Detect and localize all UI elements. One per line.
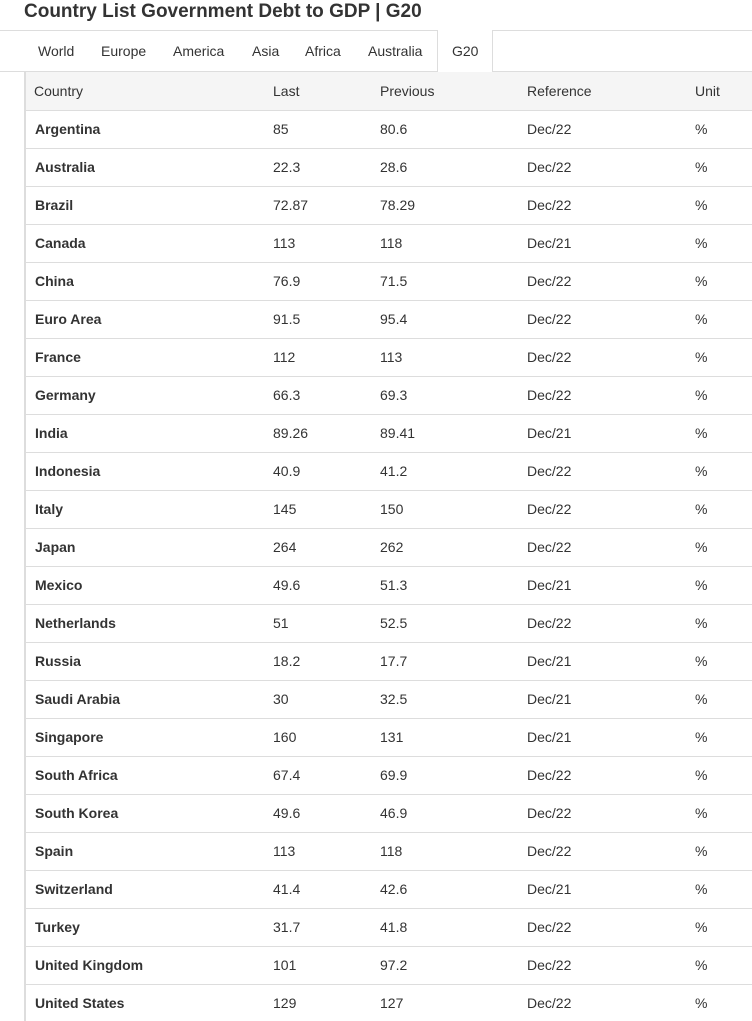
previous-cell: 69.9: [372, 756, 519, 794]
reference-cell: Dec/22: [519, 186, 687, 224]
tab-world[interactable]: World: [38, 43, 75, 59]
table-row: [26, 946, 752, 984]
last-cell: 264: [265, 528, 372, 566]
last-cell: 40.9: [265, 452, 372, 490]
unit-cell: %: [687, 794, 752, 832]
previous-cell: 262: [372, 528, 519, 566]
country-cell[interactable]: China: [26, 262, 265, 300]
unit-cell: %: [687, 642, 752, 680]
reference-cell: Dec/22: [519, 908, 687, 946]
table-row: [26, 794, 752, 832]
reference-cell: Dec/22: [519, 528, 687, 566]
last-cell: 76.9: [265, 262, 372, 300]
last-cell: 145: [265, 490, 372, 528]
table-row: [26, 604, 752, 642]
tab-g20[interactable]: G20: [437, 30, 493, 73]
table-row: [26, 414, 752, 452]
table-row: [26, 832, 752, 870]
unit-cell: %: [687, 414, 752, 452]
last-cell: 41.4: [265, 870, 372, 908]
country-cell[interactable]: South Korea: [26, 794, 265, 832]
country-cell[interactable]: Italy: [26, 490, 265, 528]
previous-cell: 78.29: [372, 186, 519, 224]
column-header-reference[interactable]: Reference: [519, 72, 687, 110]
country-cell[interactable]: Netherlands: [26, 604, 265, 642]
unit-cell: %: [687, 870, 752, 908]
unit-cell: %: [687, 262, 752, 300]
country-cell[interactable]: South Africa: [26, 756, 265, 794]
last-cell: 89.26: [265, 414, 372, 452]
reference-cell: Dec/22: [519, 338, 687, 376]
previous-cell: 28.6: [372, 148, 519, 186]
tab-asia[interactable]: Asia: [252, 43, 280, 59]
last-cell: 49.6: [265, 794, 372, 832]
previous-cell: 42.6: [372, 870, 519, 908]
unit-cell: %: [687, 224, 752, 262]
unit-cell: %: [687, 376, 752, 414]
unit-cell: %: [687, 452, 752, 490]
last-cell: 31.7: [265, 908, 372, 946]
unit-cell: %: [687, 908, 752, 946]
last-cell: 49.6: [265, 566, 372, 604]
last-cell: 66.3: [265, 376, 372, 414]
previous-cell: 69.3: [372, 376, 519, 414]
table-row: [26, 528, 752, 566]
table-header-row: [26, 72, 752, 110]
table-row: [26, 338, 752, 376]
reference-cell: Dec/22: [519, 604, 687, 642]
country-cell[interactable]: Mexico: [26, 566, 265, 604]
previous-cell: 118: [372, 832, 519, 870]
table-row: [26, 566, 752, 604]
reference-cell: Dec/21: [519, 718, 687, 756]
country-cell[interactable]: Indonesia: [26, 452, 265, 490]
tab-europe[interactable]: Europe: [101, 43, 147, 59]
reference-cell: Dec/21: [519, 224, 687, 262]
reference-cell: Dec/21: [519, 642, 687, 680]
reference-cell: Dec/21: [519, 870, 687, 908]
table-row: [26, 756, 752, 794]
last-cell: 91.5: [265, 300, 372, 338]
page-title: Country List Government Debt to GDP | G20: [24, 1, 422, 22]
last-cell: 113: [265, 832, 372, 870]
last-cell: 85: [265, 110, 372, 148]
column-header-unit[interactable]: Unit: [687, 72, 752, 110]
reference-cell: Dec/22: [519, 832, 687, 870]
last-cell: 51: [265, 604, 372, 642]
previous-cell: 150: [372, 490, 519, 528]
reference-cell: Dec/22: [519, 946, 687, 984]
previous-cell: 95.4: [372, 300, 519, 338]
unit-cell: %: [687, 680, 752, 718]
table-row: [26, 870, 752, 908]
table-row: [26, 490, 752, 528]
reference-cell: Dec/22: [519, 756, 687, 794]
unit-cell: %: [687, 148, 752, 186]
previous-cell: 80.6: [372, 110, 519, 148]
unit-cell: %: [687, 604, 752, 642]
last-cell: 30: [265, 680, 372, 718]
table-row: [26, 148, 752, 186]
column-header-previous[interactable]: Previous: [372, 72, 519, 110]
unit-cell: %: [687, 566, 752, 604]
table-row: [26, 262, 752, 300]
table-row: [26, 110, 752, 148]
reference-cell: Dec/22: [519, 984, 687, 1021]
last-cell: 18.2: [265, 642, 372, 680]
previous-cell: 52.5: [372, 604, 519, 642]
previous-cell: 127: [372, 984, 519, 1021]
reference-cell: Dec/22: [519, 110, 687, 148]
table-row: [26, 718, 752, 756]
country-cell[interactable]: Switzerland: [26, 870, 265, 908]
country-table: [26, 72, 752, 1021]
country-cell[interactable]: Canada: [26, 224, 265, 262]
unit-cell: %: [687, 186, 752, 224]
reference-cell: Dec/22: [519, 300, 687, 338]
last-cell: 101: [265, 946, 372, 984]
region-tabs: [0, 30, 752, 72]
reference-cell: Dec/21: [519, 414, 687, 452]
table-row: [26, 224, 752, 262]
column-header-country[interactable]: Country: [26, 72, 265, 110]
table-row: [26, 452, 752, 490]
last-cell: 112: [265, 338, 372, 376]
previous-cell: 46.9: [372, 794, 519, 832]
previous-cell: 89.41: [372, 414, 519, 452]
previous-cell: 97.2: [372, 946, 519, 984]
country-cell[interactable]: Turkey: [26, 908, 265, 946]
last-cell: 129: [265, 984, 372, 1021]
unit-cell: %: [687, 528, 752, 566]
unit-cell: %: [687, 338, 752, 376]
unit-cell: %: [687, 756, 752, 794]
reference-cell: Dec/22: [519, 452, 687, 490]
country-cell[interactable]: Brazil: [26, 186, 265, 224]
reference-cell: Dec/22: [519, 490, 687, 528]
country-cell[interactable]: Singapore: [26, 718, 265, 756]
country-cell[interactable]: United States: [26, 984, 265, 1021]
previous-cell: 17.7: [372, 642, 519, 680]
table-row: [26, 300, 752, 338]
table-row: [26, 376, 752, 414]
country-cell[interactable]: Japan: [26, 528, 265, 566]
previous-cell: 32.5: [372, 680, 519, 718]
reference-cell: Dec/21: [519, 566, 687, 604]
previous-cell: 41.2: [372, 452, 519, 490]
unit-cell: %: [687, 490, 752, 528]
country-cell[interactable]: Argentina: [26, 110, 265, 148]
country-table-container: [24, 72, 752, 1021]
country-cell[interactable]: United Kingdom: [26, 946, 265, 984]
column-header-last[interactable]: Last: [265, 72, 372, 110]
country-cell[interactable]: Saudi Arabia: [26, 680, 265, 718]
country-cell[interactable]: Euro Area: [26, 300, 265, 338]
last-cell: 72.87: [265, 186, 372, 224]
last-cell: 22.3: [265, 148, 372, 186]
reference-cell: Dec/22: [519, 148, 687, 186]
previous-cell: 51.3: [372, 566, 519, 604]
country-cell[interactable]: Australia: [26, 148, 265, 186]
unit-cell: %: [687, 984, 752, 1021]
table-row: [26, 186, 752, 224]
country-cell[interactable]: Germany: [26, 376, 265, 414]
country-cell[interactable]: Russia: [26, 642, 265, 680]
previous-cell: 41.8: [372, 908, 519, 946]
reference-cell: Dec/22: [519, 376, 687, 414]
table-row: [26, 908, 752, 946]
previous-cell: 118: [372, 224, 519, 262]
country-cell[interactable]: France: [26, 338, 265, 376]
country-cell[interactable]: Spain: [26, 832, 265, 870]
last-cell: 67.4: [265, 756, 372, 794]
unit-cell: %: [687, 300, 752, 338]
previous-cell: 131: [372, 718, 519, 756]
table-row: [26, 984, 752, 1021]
tab-africa[interactable]: Africa: [305, 43, 341, 59]
last-cell: 113: [265, 224, 372, 262]
last-cell: 160: [265, 718, 372, 756]
reference-cell: Dec/21: [519, 680, 687, 718]
reference-cell: Dec/22: [519, 262, 687, 300]
unit-cell: %: [687, 718, 752, 756]
unit-cell: %: [687, 832, 752, 870]
tab-america[interactable]: America: [173, 43, 225, 59]
previous-cell: 113: [372, 338, 519, 376]
unit-cell: %: [687, 946, 752, 984]
tab-australia[interactable]: Australia: [368, 43, 423, 59]
unit-cell: %: [687, 110, 752, 148]
country-cell[interactable]: India: [26, 414, 265, 452]
table-row: [26, 642, 752, 680]
previous-cell: 71.5: [372, 262, 519, 300]
table-row: [26, 680, 752, 718]
reference-cell: Dec/22: [519, 794, 687, 832]
